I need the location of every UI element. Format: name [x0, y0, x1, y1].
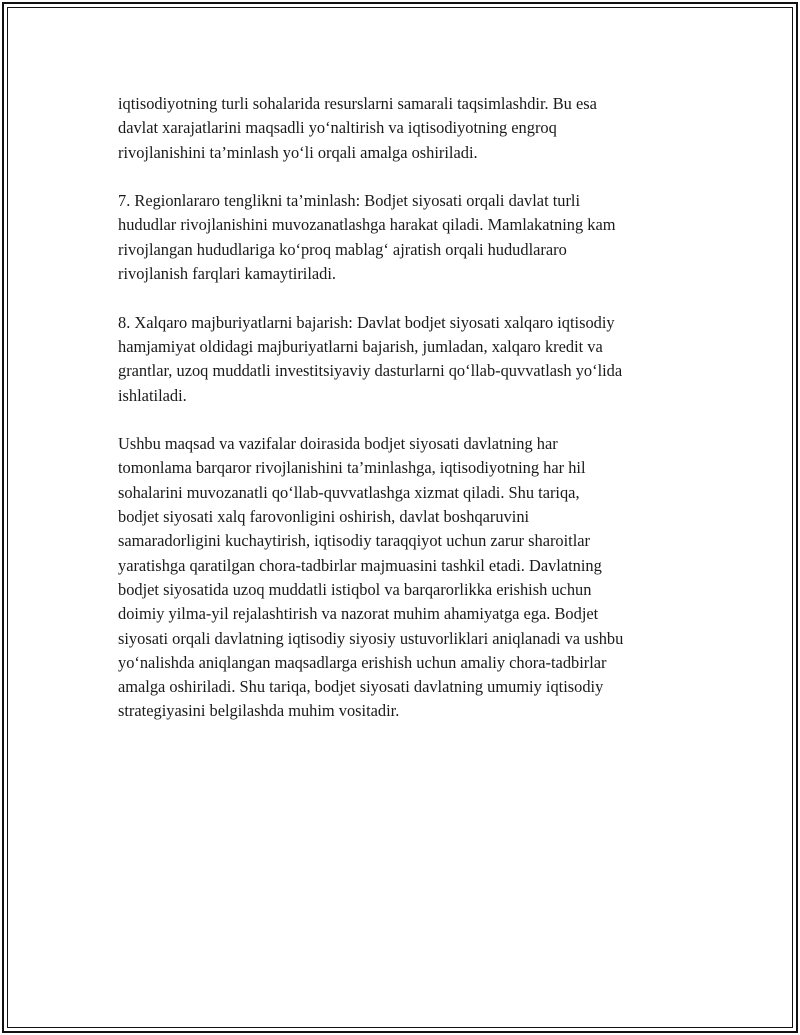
paragraph-international-obligations: 8. Xalqaro majburiyatlarni bajarish: Davlat bodjet siyosati xalqaro iqtisodiy hamjamiyat oldidagi majburiyatlarni bajarish, jumladan, xalqaro kredit va grantlar, uzoq muddatli investitsiyaviy dasturlarni qo‘llab-quvvatlash yo‘lida ishlatiladi. [118, 312, 623, 405]
paragraph-conclusion: Ushbu maqsad va vazifalar doirasida bodjet siyosati davlatning har tomonlama barqaror rivojlanishini ta’minlashga, iqtisodiyotning har hil sohalarini muvozanatli qo‘llab-quvvatlashga xizmat qiladi. Shu tariqa, bodjet siyosati xalq farovonligini oshirish, davlat boshqaruvini samaradorligini kuchaytirish, iqtisodiy taraqqiyot uchun zarur sharoitlar yaratishga qaratilgan chora-tadbirlar majmuasini tashkil etadi. Davlatning bodjet siyosatida uzoq muddatli istiqbol va barqarorlikka erishish uchun doimiy yilma-yil rejalashtirish va nazorat muhim ahamiyatga ega. Bodjet siyosati orqali davlatning iqtisodiy siyosiy ustuvorliklari aniqlanadi va ushbu yo‘nalishda aniqlangan maqsadlarga erishish uchun amaliy chora-tadbirlar amalga oshiriladi. Shu tariqa, bodjet siyosati davlatning umumiy iqtisodiy strategiyasini belgilashda muhim vositadir. [118, 434, 624, 721]
paragraph-regional-equality: 7. Regionlararo tenglikni ta’minlash: Bodjet siyosati orqali davlat turli hududlar rivojlanishini muvozanatlashga harakat qiladi. Mamlakatning kam rivojlangan hududlariga ko‘proq mablag‘ ajratish orqali hududlararo rivojlanish farqlari kamaytiriladi. [118, 191, 616, 284]
paragraph-resource-allocation: iqtisodiyotning turli sohalarida resurslarni samarali taqsimlashdir. Bu esa davlat xarajatlarini maqsadli yo‘naltirish va iqtisodiyotning engroq rivojlanishini ta’minlash yo‘li orqali amalga oshiriladi. [118, 94, 597, 162]
document-body [118, 92, 698, 748]
